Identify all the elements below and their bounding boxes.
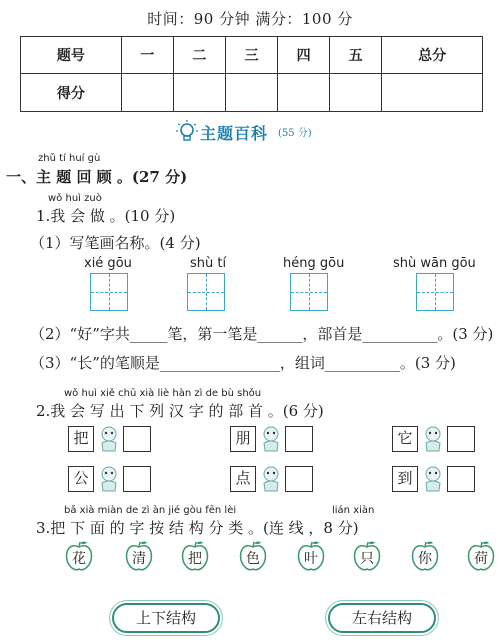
exam-time-score: 时间：90 分钟 满分：100 分 xyxy=(147,10,353,28)
char-box: 到 xyxy=(392,466,418,492)
banner-title: 主题百科 xyxy=(200,124,269,143)
row-label: 得分 xyxy=(21,74,122,112)
q1-sub2: （2）“好”字共_____笔，第一笔是______，部首是__________。(3 分) xyxy=(30,325,494,343)
lightbulb-icon xyxy=(176,120,198,144)
char-box: 公 xyxy=(68,466,94,492)
answer-box[interactable] xyxy=(285,466,313,492)
section1-pinyin: zhǔ tí huí gù xyxy=(38,153,101,164)
q1-pinyin: wǒ huì zuò xyxy=(48,193,102,204)
q1-title: 1.我 会 做 。(10 分) xyxy=(36,207,176,225)
mascot-icon xyxy=(421,465,445,493)
writing-grid-box[interactable] xyxy=(416,273,454,311)
q2-pinyin: wǒ huì xiě chū xià liè hàn zì de bù shǒu xyxy=(64,388,262,399)
apple-char[interactable] xyxy=(466,540,496,572)
mascot-icon xyxy=(97,425,121,453)
mascot-icon xyxy=(259,425,283,453)
apple-char[interactable] xyxy=(180,540,210,572)
writing-grid-box[interactable] xyxy=(290,273,328,311)
left-right-structure-button[interactable]: 左右结构 xyxy=(328,603,436,633)
apple-label: 荷 xyxy=(474,551,488,567)
table-header: 二 xyxy=(173,37,225,74)
table-row xyxy=(21,74,483,112)
top-bottom-structure-button[interactable]: 上下结构 xyxy=(112,603,220,633)
score-cell[interactable] xyxy=(330,74,382,112)
char-box: 把 xyxy=(68,426,94,452)
apple-char[interactable] xyxy=(352,540,382,572)
q1-sub1: （1）写笔画名称。(4 分) xyxy=(30,234,201,252)
score-table xyxy=(20,36,483,112)
stroke-name: héng gōu xyxy=(283,256,345,271)
apple-label: 花 xyxy=(72,551,86,567)
apple-char[interactable] xyxy=(64,540,94,572)
table-row xyxy=(21,37,483,74)
score-cell[interactable] xyxy=(225,74,277,112)
q1-sub3: （3）“长”的笔顺是________________，组词__________。(3 分) xyxy=(30,354,456,372)
apple-label: 叶 xyxy=(304,551,318,567)
mascot-icon xyxy=(421,425,445,453)
score-cell[interactable] xyxy=(278,74,330,112)
apple-char[interactable] xyxy=(410,540,440,572)
table-header: 三 xyxy=(225,37,277,74)
answer-box[interactable] xyxy=(123,466,151,492)
apple-label: 把 xyxy=(188,551,202,567)
table-header: 四 xyxy=(278,37,330,74)
mascot-icon xyxy=(259,465,283,493)
section1-title: 一、主 题 回 顾 。(27 分) xyxy=(6,168,188,186)
answer-box[interactable] xyxy=(123,426,151,452)
mascot-icon xyxy=(97,465,121,493)
banner-score: (55 分) xyxy=(278,128,312,139)
score-cell[interactable] xyxy=(121,74,173,112)
table-header: 五 xyxy=(330,37,382,74)
char-box: 它 xyxy=(392,426,418,452)
table-header: 题号 xyxy=(21,37,122,74)
section-banner xyxy=(170,120,340,144)
apple-char[interactable] xyxy=(296,540,326,572)
score-cell[interactable] xyxy=(382,74,483,112)
apple-label: 只 xyxy=(360,551,374,567)
stroke-name: xié gōu xyxy=(84,256,132,271)
writing-grid-box[interactable] xyxy=(187,273,225,311)
stroke-name: shù tí xyxy=(190,256,227,271)
table-header: 总分 xyxy=(382,37,483,74)
answer-box[interactable] xyxy=(285,426,313,452)
score-cell[interactable] xyxy=(173,74,225,112)
apple-label: 清 xyxy=(132,551,146,567)
answer-box[interactable] xyxy=(447,466,475,492)
q3-pinyin: bǎ xià miàn de zì àn jié gòu fēn lèi xyxy=(64,505,237,516)
char-box: 朋 xyxy=(230,426,256,452)
stroke-name: shù wān gōu xyxy=(393,256,476,271)
q2-title: 2.我 会 写 出 下 列 汉 字 的 部 首 。(6 分) xyxy=(36,402,324,420)
q3-title: 3.把 下 面 的 字 按 结 构 分 类 。(连 线 ，8 分) xyxy=(36,519,359,537)
writing-grid-box[interactable] xyxy=(90,273,128,311)
answer-box[interactable] xyxy=(447,426,475,452)
apple-label: 色 xyxy=(246,551,260,567)
q3-pinyin-b: lián xiàn xyxy=(332,505,375,516)
apple-char[interactable] xyxy=(238,540,268,572)
table-header: 一 xyxy=(121,37,173,74)
char-box: 点 xyxy=(230,466,256,492)
apple-label: 你 xyxy=(418,551,432,567)
apple-char[interactable] xyxy=(124,540,154,572)
